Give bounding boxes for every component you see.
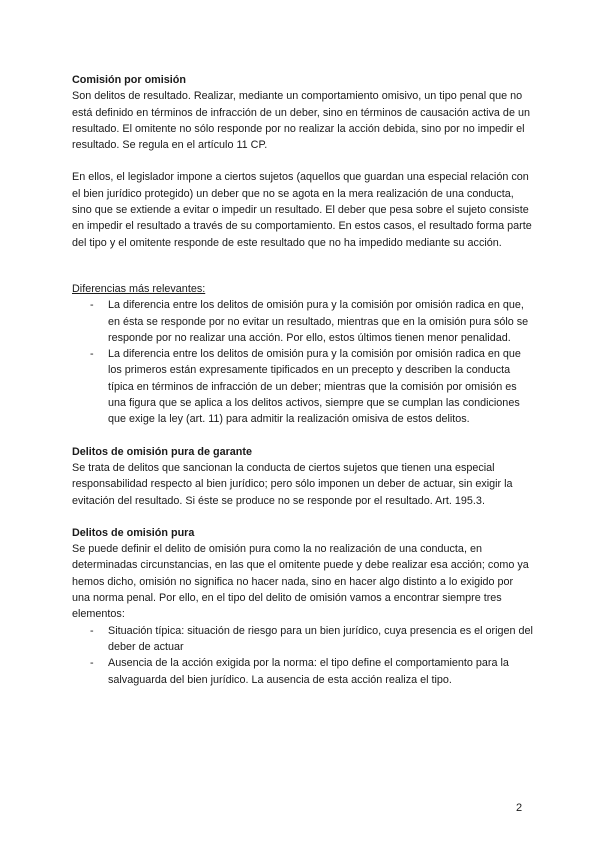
list-item: - Situación típica: situación de riesgo para un bien jurídico, cuya presencia es el origen del deber de actuar	[72, 623, 534, 656]
elements-list	[72, 623, 534, 688]
paragraph: Se puede definir el delito de omisión pura como la no realización de una conducta, en determinadas circunstancias, en las que el omitente puede y debe realizar esa acción; como ya hemos dicho, omisión no significa no hacer nada, sino en hacer algo distinto a lo exigido por una norma penal. Por ello, en el tipo del delito de omisión vamos a encontrar siempre tres elementos:	[72, 543, 529, 621]
section-heading-garante: Delitos de omisión pura de garante	[72, 445, 252, 458]
section-heading-diferencias: Diferencias más relevantes:	[72, 282, 206, 295]
list-item: - La diferencia entre los delitos de omisión pura y la comisión por omisión radica en que los primeros están expresamente tipificados en un precepto y describen la conducta típica en términos de infracción de un deber; mientras que la comisión por omisión es una figura que se aplica a los delitos activos, siempre que se cumplan las condiciones que exige la ley (art. 11) para admitir la realización omisiva de estos delitos.	[72, 346, 534, 427]
list-item: - La diferencia entre los delitos de omisión pura y la comisión por omisión radica en que, en ésta se responde por no evitar un resultado, mientras que en la omisión pura sólo se responde por no realizar una acción. Por ello, estos últimos tienen menor penalidad.	[72, 297, 534, 346]
paragraph: En ellos, el legislador impone a ciertos sujetos (aquellos que guardan una especial relación con el bien jurídico protegido) un deber que no se agota en la mera realización de una conducta, sino que se extiende a evitar o impedir un resultado. El deber que pesa sobre el sujeto consiste en impedir el resultado a través de su comportamiento. En estos casos, el resultado forma parte del tipo y el omitente responde de este resultado que no ha impedido mediante su acción.	[72, 171, 532, 249]
document-page	[72, 72, 534, 688]
list-item: - Ausencia de la acción exigida por la norma: el tipo define el comportamiento para la salvaguarda del bien jurídico. La ausencia de esta acción realiza el tipo.	[72, 655, 534, 688]
page-number: 2	[516, 802, 523, 814]
section-heading-omision-pura: Delitos de omisión pura	[72, 526, 195, 539]
differences-list	[72, 297, 534, 427]
section-heading-comision: Comisión por omisión	[72, 74, 186, 86]
paragraph: Se trata de delitos que sancionan la conducta de ciertos sujetos que tienen una especial responsabilidad respecto al bien jurídico; pero sólo imponen un deber de actuar, sin exigir la evitación del resultado. Si éste se produce no se responde por el resultado. Art. 195.3.	[72, 461, 513, 507]
paragraph: Son delitos de resultado. Realizar, mediante un comportamiento omisivo, un tipo penal que no está definido en términos de infracción de un deber, sino en términos de causación activa de un resultado. El omitente no sólo responde por no realizar la acción debida, sino por no impedir el resultado. Se regula en el artículo 11 CP.	[72, 90, 530, 152]
